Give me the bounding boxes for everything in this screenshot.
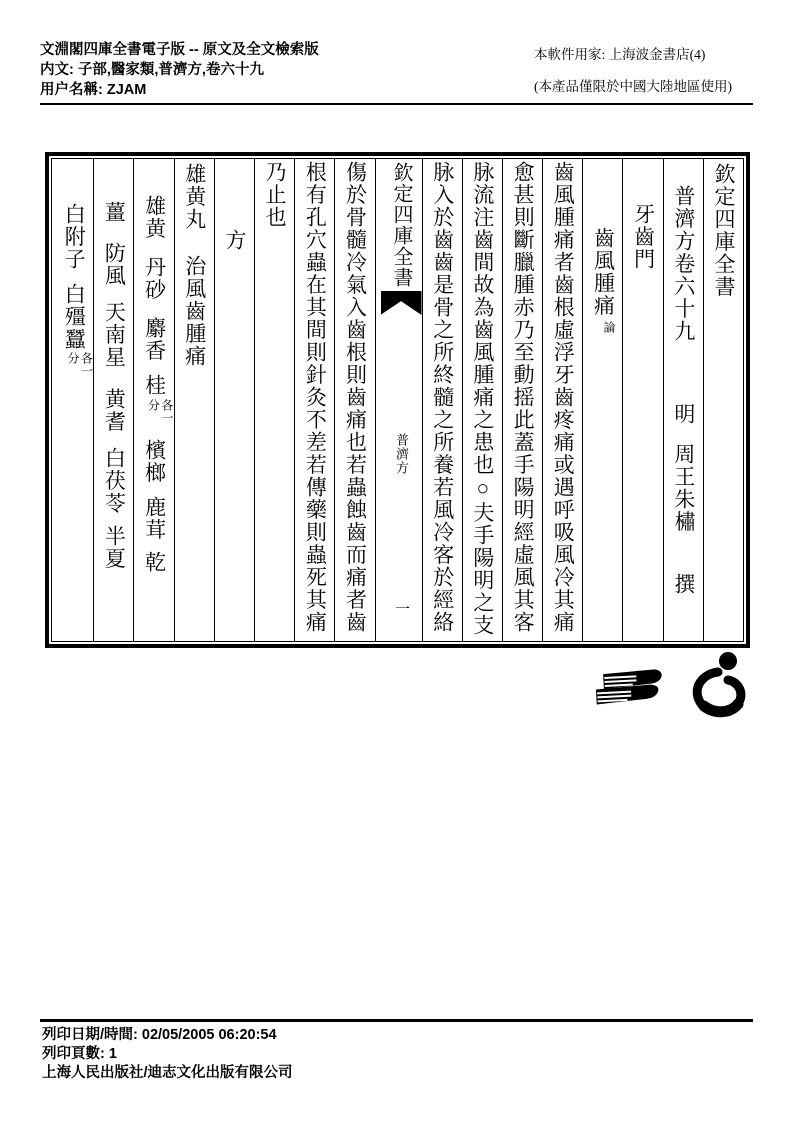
text-column — [133, 159, 173, 641]
text-column — [214, 159, 254, 641]
column-text: 鹿茸 — [142, 495, 167, 541]
text-column — [582, 159, 622, 641]
right-half-columns — [422, 159, 744, 641]
license-header — [534, 46, 732, 95]
column-text: 撰 — [671, 573, 696, 596]
column-text: 普濟方卷六十九 — [671, 185, 696, 343]
app-header — [40, 40, 319, 100]
footer-divider — [40, 1019, 753, 1022]
column-text: 防風 — [102, 241, 127, 287]
text-column — [462, 159, 502, 641]
region-notice: (本產品僅限於中國大陸地區使用) — [534, 79, 732, 94]
column-text: 天南星 — [102, 300, 127, 368]
column-text: 丹砂 — [142, 256, 167, 301]
book-page-frame — [45, 152, 750, 648]
print-datetime: 列印日期/時間: 02/05/2005 06:20:54 — [42, 1027, 277, 1043]
content-breadcrumb: 内文: 子部,醫家類,普濟方,卷六十九 — [40, 62, 264, 78]
text-column — [294, 159, 334, 641]
text-column — [502, 159, 542, 641]
column-text: 半夏 — [102, 524, 127, 570]
book-page — [51, 158, 744, 642]
publisher: 上海人民出版社/迪志文化出版有限公司 — [42, 1065, 293, 1081]
column-text: 麝香 — [142, 317, 167, 362]
text-column — [334, 159, 374, 641]
text-column — [254, 159, 294, 641]
column-text: 治風齒腫痛 — [182, 254, 207, 367]
text-column — [622, 159, 662, 641]
column-text: 牙齒門 — [631, 203, 656, 271]
column-text: 桂 — [142, 374, 167, 397]
column-text: 雄黄丸 — [182, 163, 207, 231]
column-text: 欽定四庫全書 — [712, 163, 736, 298]
column-text: 愈甚則斷臘腫赤乃至動摇此蓋手陽明經虛風其客 — [511, 161, 536, 634]
column-text: 齒風腫痛 — [591, 227, 616, 317]
column-text: 根有孔穴蟲在其間則針灸不差若傳藥則蟲死其痛 — [303, 161, 328, 634]
edition-title: 文淵閣四庫全書電子版 -- 原文及全文檢索版 — [40, 42, 319, 58]
column-text: 乃止也 — [263, 161, 288, 229]
text-column — [174, 159, 214, 641]
left-half-columns — [53, 159, 375, 641]
column-text: 乾 — [142, 550, 167, 573]
print-pages: 列印頁數: 1 — [42, 1046, 117, 1062]
column-text: 傷於骨髓冷氣入齒根則齒痛也若蟲蝕齒而痛者齒 — [343, 161, 368, 634]
small-annotation: 論 — [602, 321, 616, 334]
calligraphy-seal-icon — [686, 650, 750, 730]
small-annotation: 各一分 — [146, 398, 174, 424]
text-column — [93, 159, 133, 641]
banxin-header: 欽定四庫全書 — [390, 162, 412, 288]
text-column — [542, 159, 582, 641]
banxin-column — [375, 159, 422, 641]
header-divider — [40, 103, 753, 105]
column-text: 薑 — [102, 201, 127, 224]
column-text: 齒風腫痛者齒根虛浮牙齒疼痛或遇呼吸風冷其痛 — [551, 161, 576, 634]
column-text: 白殭蠶 — [62, 282, 87, 350]
page-number: 一 — [393, 601, 409, 617]
column-text: 脉流注齒間故為齒風腫痛之患也○夫手陽明之支 — [470, 161, 495, 637]
banxin-title: 普濟方 — [394, 433, 409, 475]
licensee: 本軟件用家: 上海波金書店(4) — [534, 47, 706, 62]
books-stack-icon — [584, 660, 664, 720]
text-column — [53, 159, 93, 641]
column-text: 黄耆 — [102, 388, 127, 433]
column-text: 雄黄 — [142, 195, 167, 240]
print-footer — [42, 1026, 293, 1083]
fishtail-ribbon-icon — [381, 291, 422, 315]
user-name: 用户名稱: ZJAM — [40, 82, 147, 98]
column-text: 脉入於齒齒是骨之所終髓之所養若風冷客於經絡 — [430, 161, 455, 634]
text-column — [703, 159, 743, 641]
column-text: 白茯苓 — [102, 447, 127, 515]
column-text: 檳榔 — [142, 438, 167, 484]
small-annotation: 各一分 — [66, 352, 94, 377]
column-text: 明 — [671, 402, 696, 425]
column-text: 白附子 — [62, 203, 87, 271]
column-text: 方 — [222, 229, 247, 252]
text-column — [663, 159, 703, 641]
text-column — [422, 159, 462, 641]
column-text: 周王朱橚 — [671, 443, 696, 533]
